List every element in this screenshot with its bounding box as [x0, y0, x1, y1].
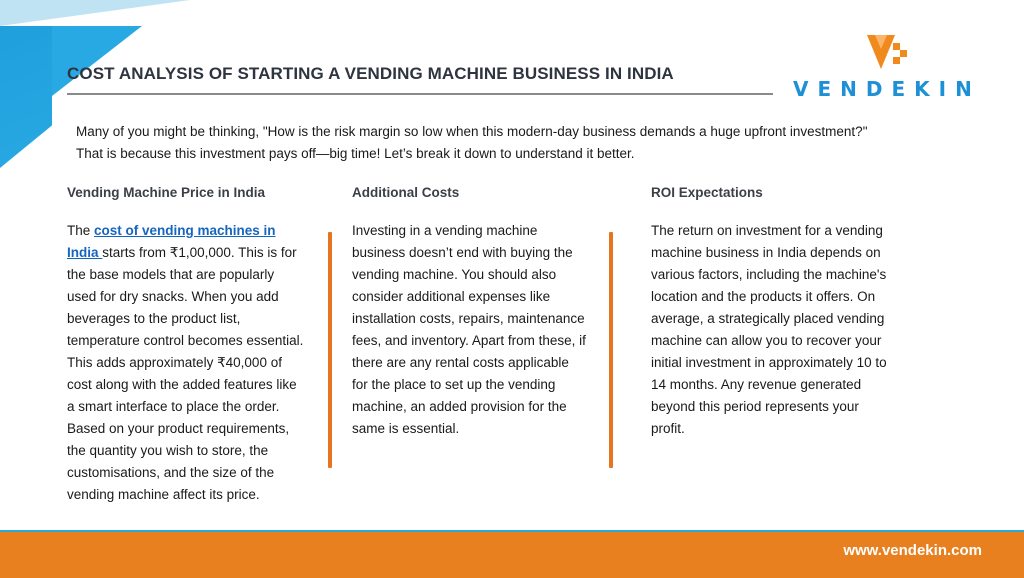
vendekin-logo	[793, 33, 985, 103]
vendekin-logo-text: VENDEKIN	[793, 77, 981, 101]
price-paragraph-prefix: The	[67, 223, 95, 238]
roi-paragraph: The return on investment for a vending machine business in India depends on various factors, including the machine's location and the products it offers. On average, a strategically placed vending machine can allow you to recover your initial investment in approximately 10 to 14 months. Any revenue generated beyond this period represents your profit.	[651, 223, 887, 436]
price-paragraph	[67, 220, 307, 506]
heading-roi-expectations: ROI Expectations	[651, 185, 763, 200]
intro-line-2: That is because this investment pays off—big time! Let’s break it down to understand it better.	[76, 146, 635, 161]
corner-decoration-blue-wedge	[52, 26, 142, 96]
footer-bar	[0, 530, 1024, 578]
heading-additional-costs: Additional Costs	[352, 185, 460, 200]
footer-website-url[interactable]: www.vendekin.com	[843, 542, 982, 559]
title-underline	[67, 93, 773, 95]
additional-costs-paragraph: Investing in a vending machine business doesn’t end with buying the vending machine. You should also consider additional expenses like installation costs, repairs, maintenance fees, and inventory. Apart from these, if there are any rental costs applicable for the place to set up the vending machine, an added provision for the same is essential.	[352, 223, 586, 436]
price-paragraph-text: starts from ₹1,00,000. This is for the base models that are popularly used for dry snacks. When you add beverages to the product list, temperature control becomes essential. This adds approximately ₹40,000 of cost along with the added features like a smart interface to place the order. Based on your product requirements, the quantity you wish to store, the customisations, and the size of the vending machine affect its price.	[67, 245, 304, 502]
column-divider-2	[609, 232, 613, 468]
corner-decoration-blue	[0, 26, 52, 168]
page-title: COST ANALYSIS OF STARTING A VENDING MACHINE BUSINESS IN INDIA	[67, 64, 674, 83]
intro-paragraph	[76, 121, 976, 165]
cost-of-vending-machines-link[interactable]: cost of vending machines in India	[67, 223, 276, 260]
heading-vending-machine-price: Vending Machine Price in India	[67, 185, 266, 200]
intro-line-1: Many of you might be thinking, "How is the risk margin so low when this modern-day business demands a huge upfront investment?"	[76, 124, 868, 139]
column-divider-1	[328, 232, 332, 468]
vendekin-logo-mark-icon	[865, 33, 909, 73]
corner-decoration-light	[0, 0, 190, 26]
